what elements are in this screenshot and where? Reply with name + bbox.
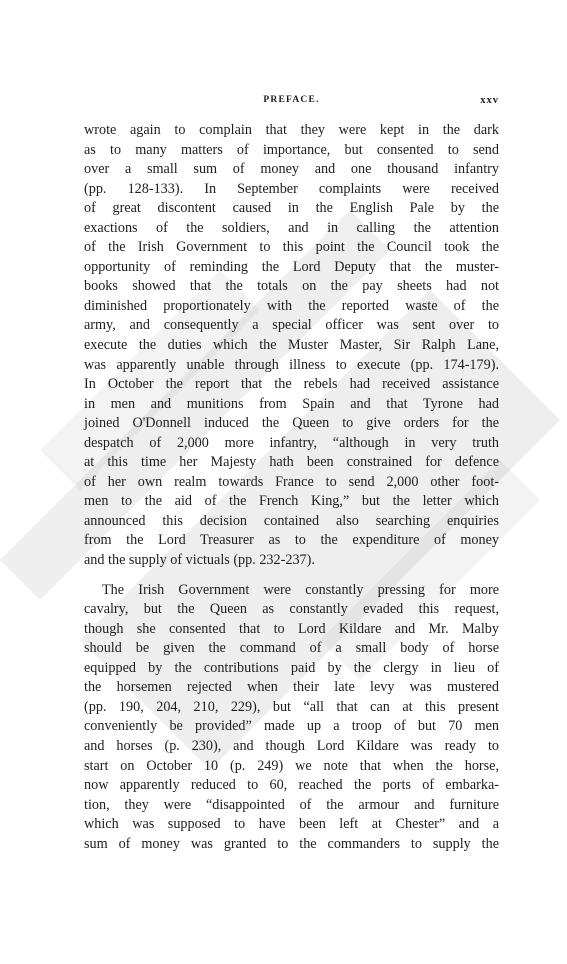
running-head: PREFACE.	[263, 95, 320, 105]
text-line: In October the report that the rebels had received assistance	[84, 376, 499, 393]
text-line: start on October 10 (p. 249) we note that when the horse,	[84, 757, 499, 774]
text-line: in men and munitions from Spain and that Tyrone had	[84, 395, 499, 412]
text-line: cavalry, but the Queen as constantly evaded this request,	[84, 601, 499, 618]
text-line: was apparently unable through illness to execute (pp. 174-179).	[84, 356, 499, 373]
text-line: and horses (p. 230), and though Lord Kildare was ready to	[84, 737, 499, 754]
body-text	[84, 121, 499, 854]
text-line: which was supposed to have been left at Chester” and a	[84, 816, 499, 833]
page-number: xxv	[480, 95, 499, 106]
text-line: of her own realm towards France to send 2,000 other foot-	[84, 473, 499, 490]
text-line: as to many matters of importance, but consented to send	[84, 141, 499, 158]
text-line: exactions of the soldiers, and in calling the attention	[84, 219, 499, 236]
text-line: despatch of 2,000 more infantry, “although in very truth	[84, 434, 499, 451]
text-line: from the Lord Treasurer as to the expenditure of money	[84, 532, 499, 549]
text-line: opportunity of reminding the Lord Deputy that the muster-	[84, 258, 499, 275]
text-line: army, and consequently a special officer was sent over to	[84, 317, 499, 334]
text-line: diminished proportionately with the reported waste of the	[84, 297, 499, 314]
text-line: of great discontent caused in the English Pale by the	[84, 200, 499, 217]
text-line: wrote again to complain that they were kept in the dark	[84, 122, 499, 138]
text-line: men to the aid of the French King,” but the letter which	[84, 493, 499, 510]
text-line: equipped by the contributions paid by the clergy in lieu of	[84, 659, 499, 676]
text-line: at this time her Majesty hath been constrained for defence	[84, 454, 499, 471]
page-header	[84, 95, 499, 111]
text-line: (pp. 190, 204, 210, 229), but “all that can at this present	[84, 698, 499, 715]
text-line: should be given the command of a small body of horse	[84, 640, 499, 657]
text-line: of the Irish Government to this point the Council took the	[84, 239, 499, 256]
paragraph-1	[84, 121, 499, 571]
text-line: books showed that the totals on the pay sheets had not	[84, 278, 499, 295]
text-line: announced this decision contained also searching enquiries	[84, 512, 499, 529]
text-line: and the supply of victuals (pp. 232-237).	[84, 552, 315, 569]
text-line: the horsemen rejected when their late levy was mustered	[84, 679, 499, 696]
text-line: sum of money was granted to the commanders to supply the	[84, 835, 499, 852]
text-line: execute the duties which the Muster Master, Sir Ralph Lane,	[84, 337, 499, 354]
text-line: The Irish Government were constantly pressing for more	[102, 581, 499, 598]
text-line: tion, they were “disappointed of the armour and furniture	[84, 796, 499, 813]
text-line: conveniently be provided” made up a troop of but 70 men	[84, 718, 499, 735]
text-line: joined O'Donnell induced the Queen to give orders for the	[84, 415, 499, 432]
text-line: (pp. 128-133). In September complaints were received	[84, 180, 499, 197]
text-line: over a small sum of money and one thousand infantry	[84, 161, 499, 178]
text-line: now apparently reduced to 60, reached the ports of embarka-	[84, 777, 499, 794]
text-line: though she consented that to Lord Kildare and Mr. Malby	[84, 620, 499, 637]
paragraph-2	[84, 581, 499, 855]
